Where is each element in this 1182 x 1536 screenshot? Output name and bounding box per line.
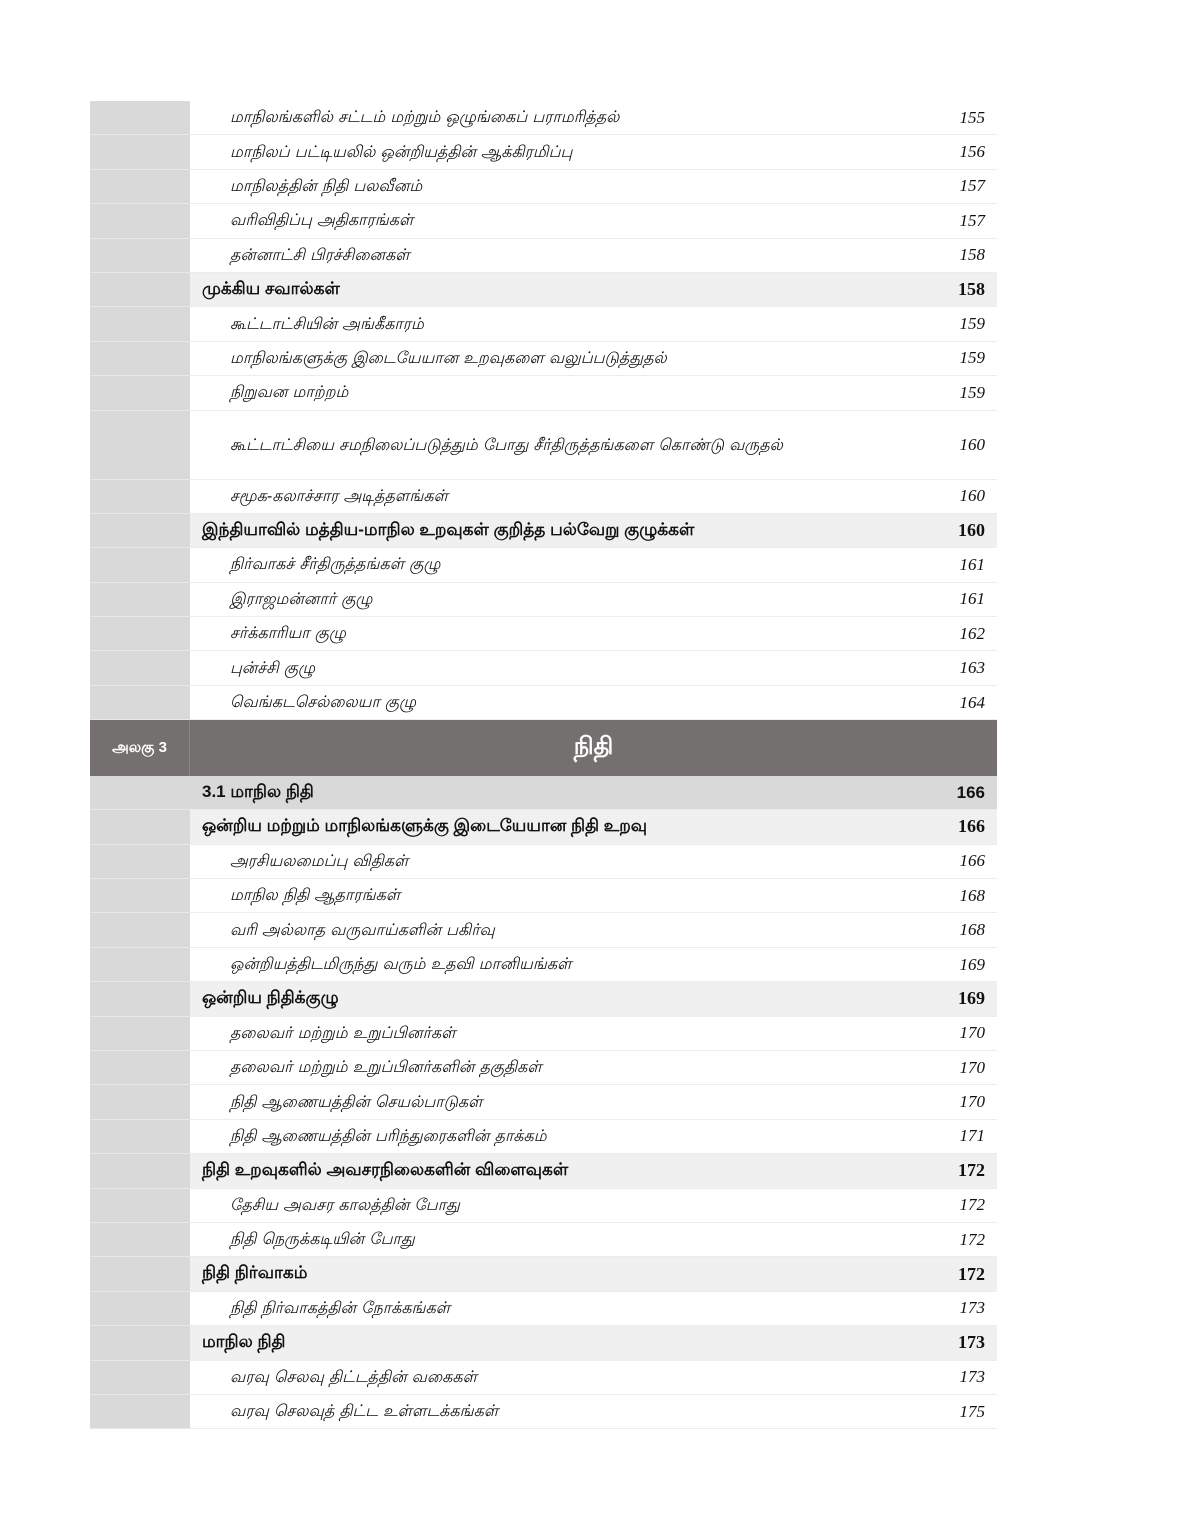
toc-entry-page: 164 <box>959 692 985 712</box>
toc-entry-row[interactable] <box>90 204 997 238</box>
toc-entry-page: 160 <box>958 520 985 541</box>
toc-entry-row[interactable] <box>90 583 997 617</box>
toc-entry-content <box>190 583 997 617</box>
sidebar-cell <box>90 480 190 514</box>
toc-entry-title: நிர்வாகச் சீர்திருத்தங்கள் குழு <box>230 554 441 574</box>
toc-entry-page: 161 <box>959 589 985 609</box>
sidebar-cell <box>90 686 190 720</box>
toc-entry-content <box>190 1051 997 1085</box>
toc-entry-title: மாநில நிதி ஆதாரங்கள் <box>230 885 401 905</box>
toc-entry-row[interactable] <box>90 1085 997 1119</box>
toc-entry-content <box>190 1361 997 1395</box>
toc-entry-row[interactable] <box>90 480 997 514</box>
sidebar-cell <box>90 376 190 410</box>
toc-entry-title: வரவு செலவு திட்டத்தின் வகைகள் <box>230 1366 478 1386</box>
toc-entry-row[interactable] <box>90 1223 997 1257</box>
toc-entry-content <box>190 948 997 982</box>
toc-entry-row[interactable] <box>90 1395 997 1429</box>
unit-title: நிதி <box>190 720 997 776</box>
toc-entry-page: 159 <box>959 314 985 334</box>
sidebar-cell <box>90 1257 190 1291</box>
toc-entry-row[interactable] <box>90 342 997 376</box>
toc-entry-title: ஒன்றிய நிதிக்குழு <box>202 987 339 1007</box>
toc-entry-title: நிதி உறவுகளில் அவசரநிலைகளின் விளைவுகள் <box>202 1159 569 1179</box>
toc-entry-content <box>190 376 997 410</box>
toc-entry-row[interactable] <box>90 1292 997 1326</box>
sidebar-cell <box>90 583 190 617</box>
toc-entry-content <box>190 1154 997 1188</box>
sidebar-cell <box>90 845 190 879</box>
toc-entry-content <box>190 1120 997 1154</box>
toc-entry-content <box>190 239 997 273</box>
sidebar-cell <box>90 1395 190 1429</box>
sidebar-cell <box>90 1223 190 1257</box>
toc-entry-row[interactable] <box>90 376 997 410</box>
toc-entry-content <box>190 686 997 720</box>
toc-entry-content <box>190 1257 997 1291</box>
toc-entry-row[interactable] <box>90 548 997 582</box>
toc-entry-title: தலைவர் மற்றும் உறுப்பினர்கள் <box>230 1022 456 1042</box>
toc-entry-page: 173 <box>958 1332 985 1353</box>
toc-entry-title: புன்ச்சி குழு <box>230 657 316 677</box>
toc-entry-content <box>190 480 997 514</box>
toc-entry-page: 169 <box>958 988 985 1009</box>
toc-entry-title: மாநிலப் பட்டியலில் ஒன்றியத்தின் ஆக்கிரமிப்பு <box>230 141 573 161</box>
toc-entry-content <box>190 548 997 582</box>
toc-entry-row[interactable] <box>90 1361 997 1395</box>
toc-heading-row[interactable] <box>90 982 997 1016</box>
sidebar-cell <box>90 135 190 169</box>
toc-entry-title: முக்கிய சவால்கள் <box>202 278 340 298</box>
sidebar-cell <box>90 617 190 651</box>
toc-entry-row[interactable] <box>90 845 997 879</box>
toc-entry-title: மாநிலங்களில் சட்டம் மற்றும் ஒழுங்கைப் பராமரித்தல் <box>230 107 620 127</box>
toc-entry-title: கூட்டாட்சியை சமநிலைப்படுத்தும் போது சீர்திருத்தங்களை கொண்டு வருதல் <box>230 435 783 455</box>
toc-entry-row[interactable] <box>90 879 997 913</box>
sidebar-cell <box>90 273 190 307</box>
toc-entry-page: 172 <box>958 1160 985 1181</box>
toc-entry-page: 161 <box>959 554 985 574</box>
sidebar-cell <box>90 1292 190 1326</box>
toc-entry-page: 156 <box>959 142 985 162</box>
toc-entry-content <box>190 1085 997 1119</box>
toc-heading-row[interactable] <box>90 514 997 548</box>
sidebar-cell <box>90 1051 190 1085</box>
toc-entry-row[interactable] <box>90 948 997 982</box>
toc-entry-content <box>190 514 997 548</box>
toc-entry-page: 159 <box>959 382 985 402</box>
toc-entry-page: 162 <box>959 623 985 643</box>
toc-entry-page: 172 <box>959 1195 985 1215</box>
toc-entry-title: வரிவிதிப்பு அதிகாரங்கள் <box>230 210 414 230</box>
section-title: 3.1 மாநில நிதி <box>202 781 314 801</box>
toc-entry-row[interactable] <box>90 170 997 204</box>
toc-entry-title: ஒன்றிய மற்றும் மாநிலங்களுக்கு இடையேயான நிதி உறவு <box>202 815 648 835</box>
toc-entry-title: தேசிய அவசர காலத்தின் போது <box>230 1194 460 1214</box>
toc-entry-page: 160 <box>959 434 985 454</box>
sidebar-cell <box>90 1085 190 1119</box>
toc-entry-content <box>190 879 997 913</box>
sidebar-cell <box>90 514 190 548</box>
unit-label: அலகு 3 <box>90 720 190 776</box>
unit-header-row <box>90 720 997 776</box>
sidebar-cell <box>90 810 190 844</box>
sidebar-cell <box>90 1120 190 1154</box>
toc-entry-title: வரி அல்லாத வருவாய்களின் பகிர்வு <box>230 919 495 939</box>
toc-entry-title: கூட்டாட்சியின் அங்கீகாரம் <box>230 313 424 333</box>
toc-heading-row[interactable] <box>90 1154 997 1188</box>
toc-entry-page: 157 <box>959 176 985 196</box>
sidebar-cell <box>90 1326 190 1360</box>
toc-entry-row[interactable] <box>90 1051 997 1085</box>
toc-entry-content <box>190 982 997 1016</box>
toc-entry-content <box>190 170 997 204</box>
sidebar-cell <box>90 1189 190 1223</box>
toc-entry-row[interactable] <box>90 1017 997 1051</box>
toc-entry-title: நிதி ஆணையத்தின் பரிந்துரைகளின் தாக்கம் <box>230 1125 547 1145</box>
sidebar-cell <box>90 1361 190 1395</box>
toc-entry-title: வெங்கடசெல்லையா குழு <box>230 692 417 712</box>
toc-entry-content <box>190 651 997 685</box>
toc-entry-page: 159 <box>959 348 985 368</box>
sidebar-cell <box>90 1154 190 1188</box>
sidebar-cell <box>90 879 190 913</box>
toc-entry-row[interactable] <box>90 1189 997 1223</box>
toc-entry-content <box>190 204 997 238</box>
toc-entry-title: மாநில நிதி <box>202 1331 286 1351</box>
toc-entry-row[interactable] <box>90 1120 997 1154</box>
toc-entry-content <box>190 342 997 376</box>
toc-entry-title: ஒன்றியத்திடமிருந்து வரும் உதவி மானியங்கள் <box>230 954 572 973</box>
toc-entry-title: தன்னாட்சி பிரச்சினைகள் <box>230 244 410 264</box>
toc-entry-title: சமூக-கலாச்சார அடித்தளங்கள் <box>230 485 449 505</box>
toc-entry-row[interactable] <box>90 135 997 169</box>
toc-entry-row[interactable] <box>90 686 997 720</box>
toc-entry-page: 168 <box>959 885 985 905</box>
toc-entry-content <box>190 617 997 651</box>
toc-entry-page: 173 <box>959 1367 985 1387</box>
sidebar-cell <box>90 170 190 204</box>
toc-entry-title: வரவு செலவுத் திட்ட உள்ளடக்கங்கள் <box>230 1401 499 1421</box>
toc-entry-page: 170 <box>959 1057 985 1077</box>
toc-entry-page: 166 <box>959 851 985 871</box>
sidebar-cell <box>90 548 190 582</box>
sidebar-cell <box>90 776 190 810</box>
toc-entry-page: 157 <box>959 210 985 230</box>
section-header-row[interactable] <box>90 776 997 810</box>
toc-entry-row[interactable] <box>90 913 997 947</box>
sidebar-cell <box>90 1017 190 1051</box>
sidebar-cell <box>90 101 190 135</box>
toc-entry-content <box>190 1292 997 1326</box>
toc-heading-row[interactable] <box>90 1326 997 1360</box>
toc-entry-page: 168 <box>959 920 985 940</box>
toc-entry-page: 158 <box>958 279 985 300</box>
toc-entry-content <box>190 1017 997 1051</box>
toc-heading-row[interactable] <box>90 273 997 307</box>
toc-entry-page: 158 <box>959 245 985 265</box>
toc-entry-page: 175 <box>959 1401 985 1421</box>
toc-entry-content <box>190 1223 997 1257</box>
sidebar-cell <box>90 982 190 1016</box>
toc-entry-content <box>190 845 997 879</box>
toc-entry-page: 170 <box>959 1092 985 1112</box>
sidebar-cell <box>90 239 190 273</box>
toc-entry-page: 173 <box>959 1298 985 1318</box>
toc-entry-content <box>190 1395 997 1429</box>
toc-heading-row[interactable] <box>90 1257 997 1291</box>
toc-entry-row[interactable] <box>90 239 997 273</box>
toc-entry-page: 169 <box>959 954 985 974</box>
table-of-contents <box>90 101 997 1429</box>
toc-entry-content <box>190 135 997 169</box>
section-page: 166 <box>956 782 985 802</box>
toc-entry-content <box>190 411 997 480</box>
toc-entry-title: நிறுவன மாற்றம் <box>230 382 349 402</box>
toc-entry-page: 172 <box>958 1263 985 1284</box>
toc-entry-title: நிதி நெருக்கடியின் போது <box>230 1229 415 1249</box>
toc-entry-title: மாநிலத்தின் நிதி பலவீனம் <box>230 175 423 195</box>
toc-entry-page: 172 <box>959 1229 985 1249</box>
sidebar-cell <box>90 307 190 341</box>
toc-entry-page: 160 <box>959 486 985 506</box>
toc-entry-content <box>190 810 997 844</box>
toc-entry-title: நிதி நிர்வாகம் <box>202 1263 308 1283</box>
toc-entry-title: மாநிலங்களுக்கு இடையேயான உறவுகளை வலுப்படுத்துதல் <box>230 347 667 367</box>
toc-entry-content <box>190 273 997 307</box>
toc-entry-page: 155 <box>959 107 985 127</box>
toc-entry-row[interactable] <box>90 411 997 480</box>
toc-entry-title: அரசியலமைப்பு விதிகள் <box>230 850 409 870</box>
toc-entry-content <box>190 913 997 947</box>
toc-entry-content <box>190 1189 997 1223</box>
toc-entry-row[interactable] <box>90 101 997 135</box>
toc-entry-row[interactable] <box>90 307 997 341</box>
toc-entry-row[interactable] <box>90 651 997 685</box>
toc-entry-page: 166 <box>958 816 985 837</box>
toc-heading-row[interactable] <box>90 810 997 844</box>
toc-block-unit3 <box>90 810 997 1429</box>
toc-entry-content <box>190 1326 997 1360</box>
toc-entry-title: நிதி நிர்வாகத்தின் நோக்கங்கள் <box>230 1297 451 1317</box>
toc-entry-page: 163 <box>959 658 985 678</box>
toc-entry-content <box>190 101 997 135</box>
sidebar-cell <box>90 411 190 480</box>
sidebar-cell <box>90 948 190 982</box>
toc-entry-title: இராஜமன்னார் குழு <box>230 588 373 608</box>
toc-entry-title: சர்க்காரியா குழு <box>230 623 346 643</box>
sidebar-cell <box>90 342 190 376</box>
toc-entry-page: 171 <box>959 1126 985 1146</box>
sidebar-cell <box>90 651 190 685</box>
toc-entry-title: இந்தியாவில் மத்திய-மாநில உறவுகள் குறித்த பல்வேறு குழுக்கள் <box>202 519 695 539</box>
sidebar-cell <box>90 204 190 238</box>
toc-entry-row[interactable] <box>90 617 997 651</box>
toc-entry-page: 170 <box>959 1023 985 1043</box>
toc-entry-title: நிதி ஆணையத்தின் செயல்பாடுகள் <box>230 1091 483 1111</box>
toc-block-unit2-continued <box>90 101 997 720</box>
sidebar-cell <box>90 913 190 947</box>
toc-entry-title: தலைவர் மற்றும் உறுப்பினர்களின் தகுதிகள் <box>230 1057 542 1077</box>
toc-entry-content <box>190 307 997 341</box>
